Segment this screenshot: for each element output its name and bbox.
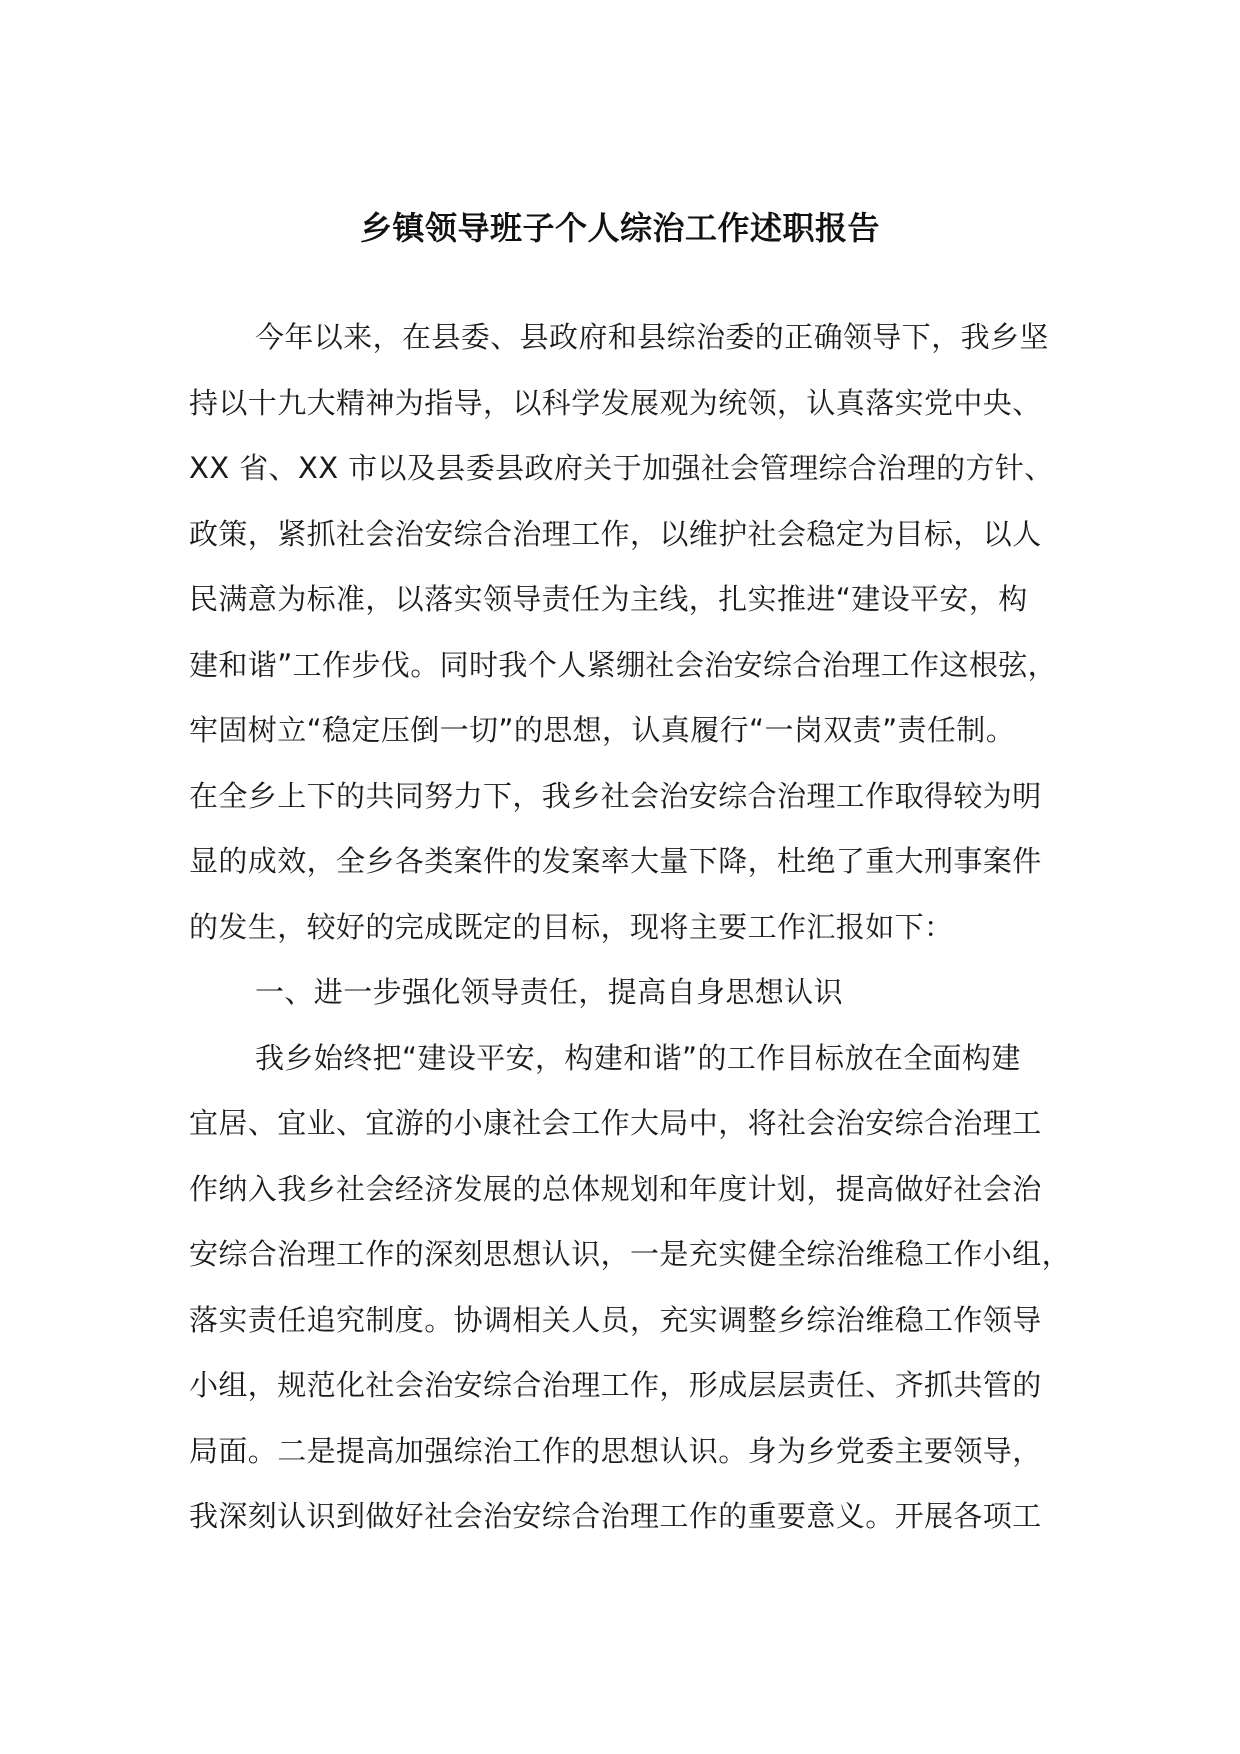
text-line: 小组，规范化社会治安综合治理工作，形成层层责任、齐抓共管的	[189, 1368, 1042, 1402]
text-line: 我深刻认识到做好社会治安综合治理工作的重要意义。开展各项工	[189, 1499, 1042, 1533]
section-heading: 一、进一步强化领导责任，提高自身思想认识	[255, 975, 844, 1009]
text-line: 的发生，较好的完成既定的目标，现将主要工作汇报如下：	[189, 909, 954, 944]
text-line: 显的成效，全乡各类案件的发案率大量下降，杜绝了重大刑事案件	[189, 844, 1042, 878]
text-line: 落实责任追究制度。协调相关人员，充实调整乡综治维稳工作领导	[189, 1302, 1042, 1337]
text-line: 政策，紧抓社会治安综合治理工作，以维护社会稳定为目标，以人	[189, 516, 1042, 551]
text-line: 在全乡上下的共同努力下，我乡社会治安综合治理工作取得较为明	[189, 778, 1042, 813]
text-line: XX 省、XX 市以及县委县政府关于加强社会管理综合治理的方针、	[189, 451, 1054, 485]
text-line: 今年以来，在县委、县政府和县综治委的正确领导下，我乡坚	[255, 320, 1049, 354]
document-body	[189, 305, 1079, 1550]
text-line: 持以十九大精神为指导，以科学发展观为统领，认真落实党中央、	[189, 385, 1042, 420]
text-line: 我乡始终把“建设平安，构建和谐”的工作目标放在全面构建	[255, 1040, 1021, 1075]
text-line: 民满意为标准，以落实领导责任为主线，扎实推进“建设平安，构	[189, 582, 1028, 616]
text-line: 安综合治理工作的深刻思想认识，一是充实健全综治维稳工作小组，	[189, 1237, 1072, 1271]
text-line: 牢固树立“稳定压倒一切”的思想，认真履行“一岗双责”责任制。	[189, 713, 1016, 747]
text-line: 宜居、宜业、宜游的小康社会工作大局中，将社会治安综合治理工	[189, 1106, 1042, 1140]
text-line: 作纳入我乡社会经济发展的总体规划和年度计划，提高做好社会治	[189, 1171, 1042, 1206]
text-line: 局面。二是提高加强综治工作的思想认识。身为乡党委主要领导，	[189, 1433, 1042, 1468]
document-title: 乡镇领导班子个人综治工作述职报告	[359, 209, 880, 247]
text-line: 建和谐”工作步伐。同时我个人紧绷社会治安综合治理工作这根弦，	[189, 647, 1058, 682]
